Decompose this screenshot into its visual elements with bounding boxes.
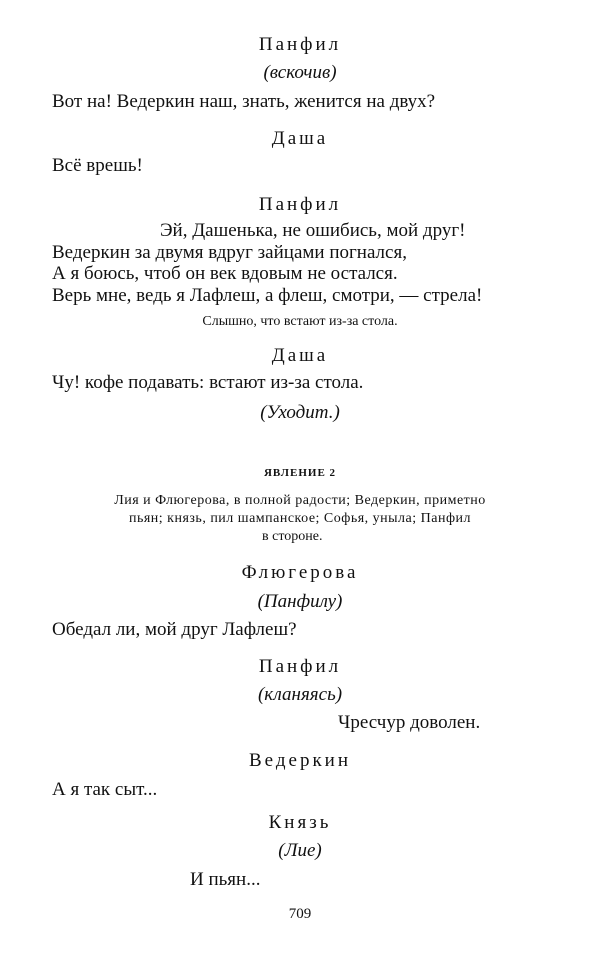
speaker-name: Панфил <box>258 656 342 677</box>
verse-line: Чу! кофе подавать: встают из-за стола. <box>52 372 364 393</box>
verse-line: А я так сыт... <box>52 779 158 800</box>
verse-line: Вот на! Ведеркин наш, знать, женится на двух? <box>52 91 436 112</box>
speaker-name: Панфил <box>258 194 342 215</box>
scene-description-line: в стороне. <box>262 529 323 544</box>
speaker-name: Панфил <box>258 34 342 55</box>
speaker-name: Князь <box>268 812 332 833</box>
verse-line: Эй, Дашенька, не ошибись, мой друг! <box>160 220 466 241</box>
page-number: 709 <box>288 906 312 922</box>
verse-line: Ведеркин за двумя вдруг зайцами погнался, <box>52 242 407 263</box>
verse-line: Обедал ли, мой друг Лафлеш? <box>52 619 297 640</box>
stage-direction: (Уходит.) <box>260 402 340 423</box>
scene-description-line: Лия и Флюгерова, в полной радости; Ведеркин, приметно <box>114 493 486 508</box>
stage-direction: (кланяясь) <box>257 684 343 705</box>
verse-line: Чресчур доволен. <box>338 712 481 733</box>
speaker-name: Даша <box>271 128 329 149</box>
verse-line: Верь мне, ведь я Лафлеш, а флеш, смотри, — стрела! <box>52 285 483 306</box>
stage-direction: (Панфилу) <box>257 591 343 612</box>
stage-direction: (Лие) <box>278 840 322 861</box>
speaker-name: Ведеркин <box>248 750 352 771</box>
stage-direction: (вскочив) <box>263 62 337 83</box>
scene-heading: ЯВЛЕНИЕ 2 <box>263 467 337 479</box>
scene-description-line: пьян; князь, пил шампанское; Софья, уныла; Панфил <box>128 511 472 526</box>
verse-line: А я боюсь, чтоб он век вдовым не остался. <box>52 263 398 284</box>
speaker-name: Даша <box>271 345 329 366</box>
verse-line: И пьян... <box>190 869 261 890</box>
stage-remark: Слышно, что встают из-за стола. <box>202 314 398 329</box>
verse-line: Всё врешь! <box>52 155 143 176</box>
speaker-name: Флюгерова <box>241 562 359 583</box>
